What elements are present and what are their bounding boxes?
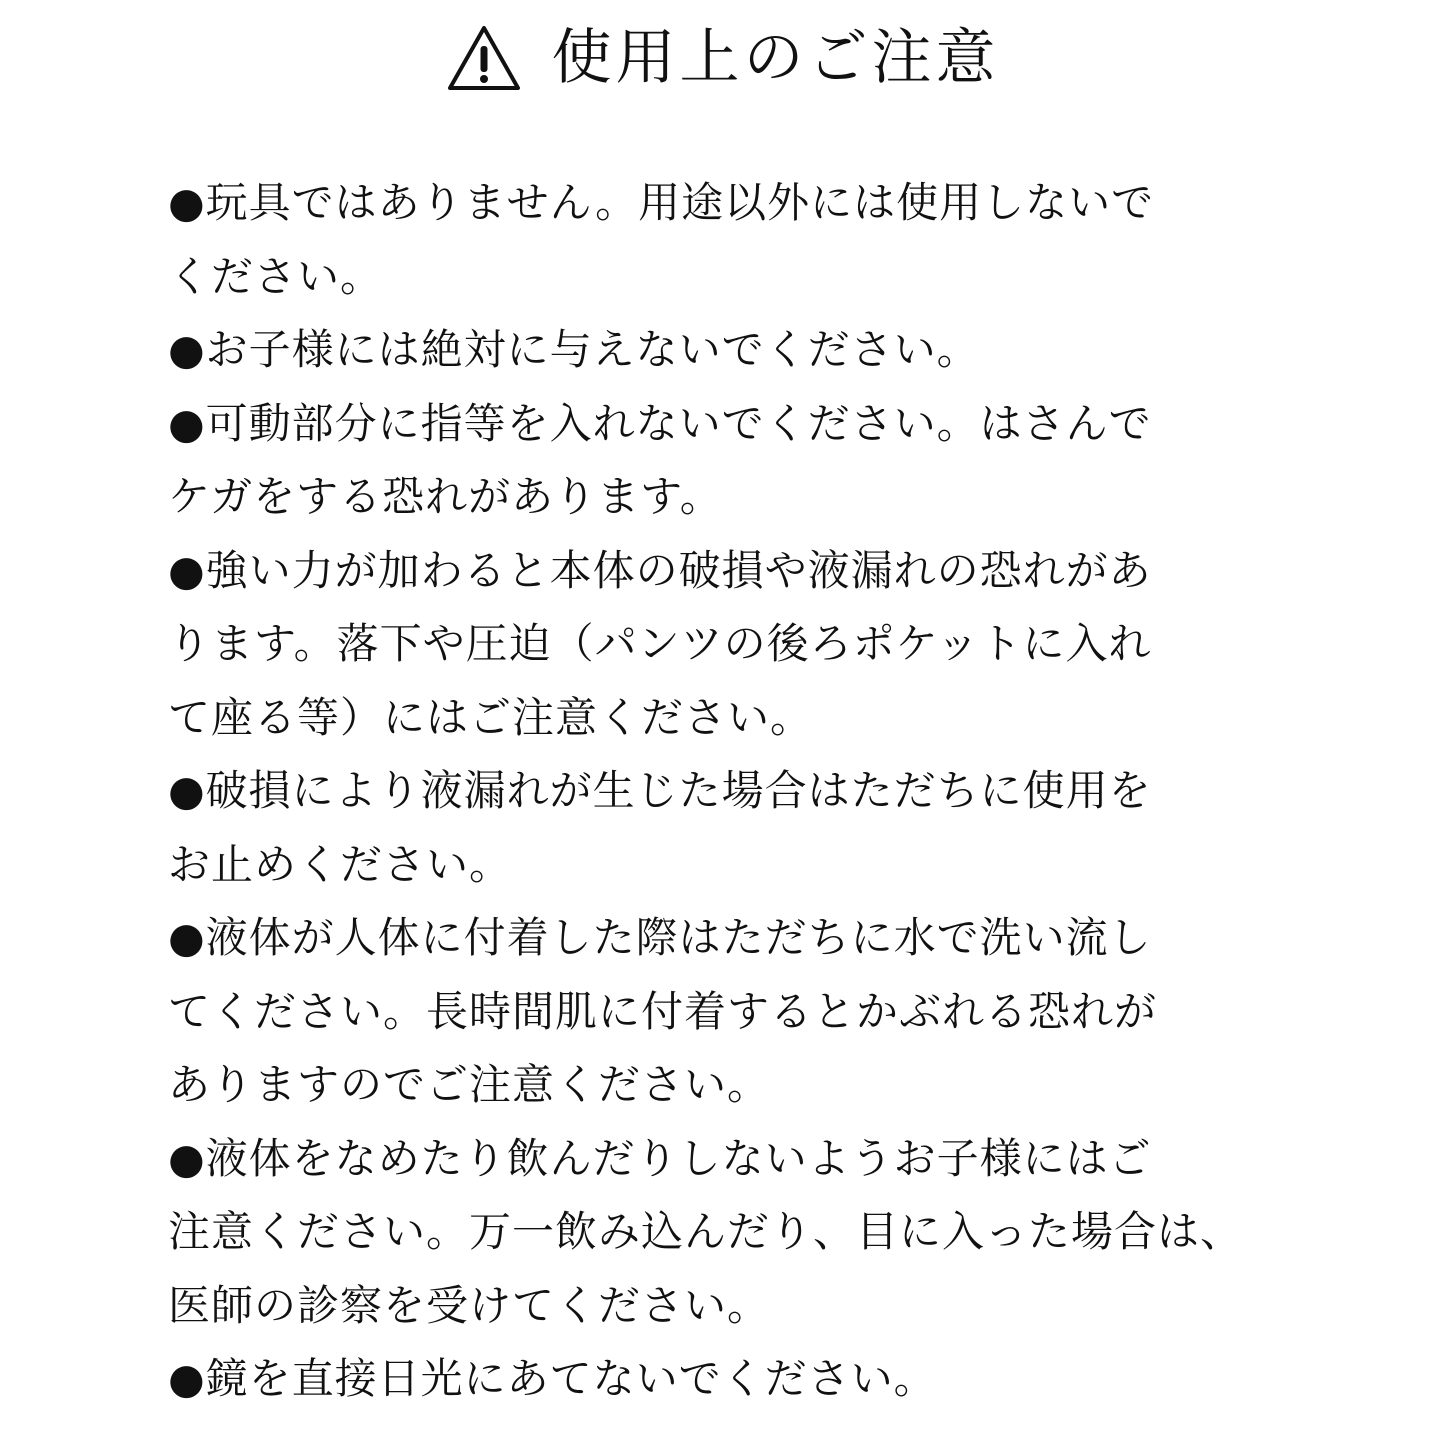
notice-line: ●お子様には絶対に与えないでください。 <box>168 325 980 374</box>
notice-line: ●玩具ではありません。用途以外には使用しないで <box>168 178 1155 227</box>
notice-line: 注意ください。万一飲み込んだり、目に入った場合は、 <box>168 1207 1244 1256</box>
notice-line: ●破損により液漏れが生じた場合はただちに使用を <box>168 766 1152 815</box>
warning-triangle-icon <box>446 24 522 92</box>
notice-item <box>168 1342 1268 1416</box>
notice-line: ●液体をなめたり飲んだりしないようお子様にはご <box>168 1133 1152 1183</box>
notice-line: 医師の診察を受けてください。 <box>168 1280 771 1330</box>
page-title: 使用上のご注意 <box>551 23 1000 93</box>
header <box>0 18 1445 98</box>
notice-item <box>168 1122 1268 1343</box>
notice-line: ケガをする恐れがあります。 <box>168 472 723 521</box>
notice-item <box>168 534 1268 755</box>
notice-line: て座る等）にはご注意ください。 <box>168 692 814 742</box>
notice-line: ありますのでご注意ください。 <box>168 1060 771 1109</box>
notice-line: ります。落下や圧迫（パンツの後ろポケットに入れ <box>168 619 1152 668</box>
notice-list <box>168 166 1268 1416</box>
notice-item <box>168 313 1268 387</box>
notice-line: ●強い力が加わると本体の破損や液漏れの恐れがあ <box>168 545 1152 595</box>
notice-item <box>168 901 1268 1122</box>
notice-item <box>168 166 1268 313</box>
notice-line: てください。長時間肌に付着するとかぶれる恐れが <box>168 986 1158 1036</box>
notice-line: ください。 <box>168 251 384 301</box>
notice-line: ●鏡を直接日光にあてないでください。 <box>168 1354 937 1403</box>
notice-item <box>168 387 1268 534</box>
notice-line: お止めください。 <box>168 839 513 889</box>
notice-line: ●液体が人体に付着した際はただちに水で洗い流し <box>168 913 1152 962</box>
notice-line: ●可動部分に指等を入れないでください。はさんで <box>168 398 1152 448</box>
notice-item <box>168 754 1268 901</box>
